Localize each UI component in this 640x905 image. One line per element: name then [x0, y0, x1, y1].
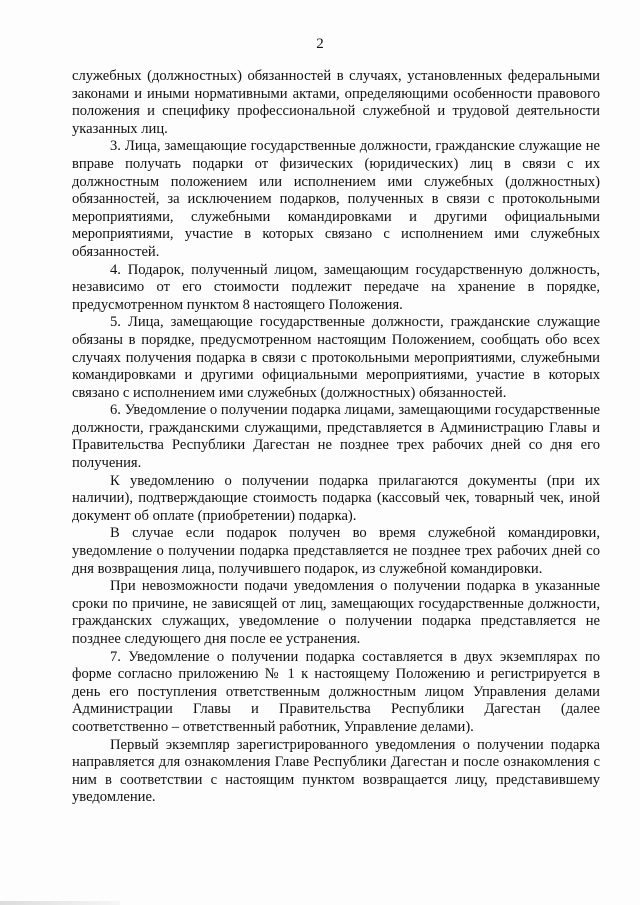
paragraph-clause-5: 5. Лица, замещающие государственные должности, гражданские служащие обязаны в порядке, предусмотренном настоящим Положением, сообщать обо всех случаях получения подарка в связи с протокольными мероприятиями, служебными командировками и другими официальными мероприятиями, участие в которых связано с исполнением ими служебных (должностных) обязанностей.	[72, 314, 600, 401]
document-body	[72, 68, 600, 807]
scan-edge-artifact	[0, 901, 120, 905]
paragraph-clause-7: 7. Уведомление о получении подарка составляется в двух экземплярах по форме согласно приложению № 1 к настоящему Положению и регистрируется в день его поступления ответственным должностным лицом Управления делами Администрации Главы и Правительства Республики Дагестан (далее соответственно – ответственный работник, Управление делами).	[72, 648, 600, 735]
page-number: 2	[316, 36, 324, 52]
paragraph-attachments: К уведомлению о получении подарка прилагаются документы (при их наличии), подтверждающие стоимость подарка (кассовый чек, товарный чек, иной документ об оплате (приобретении) подарка).	[72, 472, 600, 524]
paragraph-business-trip: В случае если подарок получен во время служебной командировки, уведомление о получении подарка представляется не позднее трех рабочих дней со дня возвращения лица, получившего подарок, из служебной командировки.	[72, 525, 600, 577]
paragraph-clause-4: 4. Подарок, полученный лицом, замещающим государственную должность, независимо от его стоимости подлежит передаче на хранение в порядке, предусмотренном пунктом 8 настоящего Положения.	[72, 261, 600, 313]
paragraph-impossibility: При невозможности подачи уведомления о получении подарка в указанные сроки по причине, не зависящей от лиц, замещающих государственные должности, гражданских служащих, уведомление о получении подарка представляется не позднее следующего дня после ее устранения.	[72, 578, 600, 647]
paragraph-first-copy: Первый экземпляр зарегистрированного уведомления о получении подарка направляется для ознакомления Главе Республики Дагестан и после ознакомления с ним в соответствии с настоящим пунктом возвращается лицу, представившему уведомление.	[72, 736, 600, 806]
paragraph-clause-3: 3. Лица, замещающие государственные должности, гражданские служащие не вправе получать подарки от физических (юридических) лиц в связи с их должностным положением или исполнением ими служебных (должностных) обязанностей, за исключением подарков, полученных в связи с протокольными мероприятиями, служебными командировками и другими официальными мероприятиями, участие в которых связано с исполнением ими служебных обязанностей.	[72, 138, 600, 260]
paragraph-clause-6: 6. Уведомление о получении подарка лицами, замещающими государственные должности, гражданскими служащими, представляется в Администрацию Главы и Правительства Республики Дагестан не позднее трех рабочих дней со дня его получения.	[72, 402, 600, 472]
paragraph-continuation: служебных (должностных) обязанностей в случаях, установленных федеральными законами и иными нормативными актами, определяющими особенности правового положения и специфику профессиональной служебной и трудовой деятельности указанных лиц.	[72, 68, 600, 137]
